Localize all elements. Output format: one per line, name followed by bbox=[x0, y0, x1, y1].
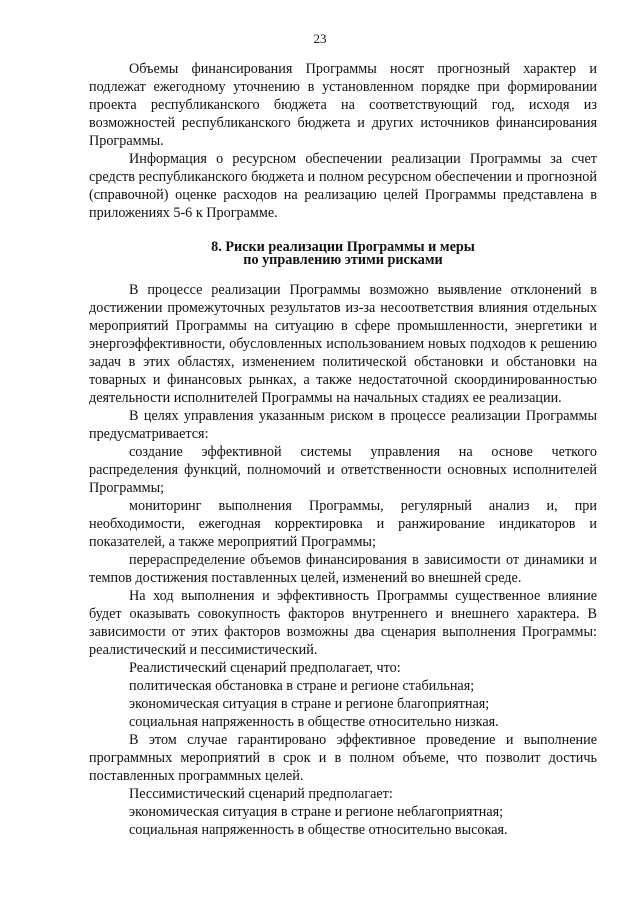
list-item-realistic: политическая обстановка в стране и регионе стабильная; bbox=[129, 678, 475, 694]
paragraph-measure-monitoring: мониторинг выполнения Программы, регулярный анализ и, при необходимости, ежегодная корректировка и ранжирование индикаторов и показателей, а также мероприятий Программы; bbox=[89, 498, 597, 550]
list-item-realistic: социальная напряженность в обществе относительно низкая. bbox=[129, 714, 499, 730]
page-number: 23 bbox=[313, 31, 327, 46]
section-heading-line1: 8. Риски реализации Программы и меры bbox=[211, 239, 475, 255]
paragraph-deviations: В процессе реализации Программы возможно выявление отклонений в достижении промежуточных результатов из-за несоответствия влияния отдельных мероприятий Программы на ситуацию в сфере промышленности, энергетики и энергоэффективности, обусловленных использованием новых подходов к решению задач в этих областях, изменением политической обстановки и обстановки на товарных и финансовых рынках, а также недостаточной скоординированностью деятельности исполнителей Программы на начальных стадиях ее реализации. bbox=[89, 282, 597, 406]
list-item-pessimistic: социальная напряженность в обществе относительно высокая. bbox=[129, 822, 508, 838]
paragraph-resource-info: Информация о ресурсном обеспечении реализации Программы за счет средств республиканского бюджета и полном ресурсном обеспечении и прогнозной (справочной) оценке расходов на реализацию целей Программы представлена в приложениях 5-6 к Программе. bbox=[89, 151, 597, 221]
document-body bbox=[89, 60, 597, 839]
paragraph-risk-management: В целях управления указанным риском в процессе реализации Программы предусматривается: bbox=[89, 408, 597, 442]
paragraph-measure-redistribution: перераспределение объемов финансирования в зависимости от динамики и темпов достижения поставленных целей, изменений во внешней среде. bbox=[89, 552, 597, 586]
paragraph-financing-volumes: Объемы финансирования Программы носят прогнозный характер и подлежат ежегодному уточнению в установленном порядке при формировании проекта республиканского бюджета на соответствующий год, исходя из возможностей республиканского бюджета и других источников финансирования Программы. bbox=[89, 61, 597, 149]
section-heading bbox=[89, 241, 597, 267]
paragraph-realistic-intro: Реалистический сценарий предполагает, что: bbox=[129, 660, 401, 676]
list-item-pessimistic: экономическая ситуация в стране и регионе неблагоприятная; bbox=[129, 804, 504, 820]
list-item-realistic: экономическая ситуация в стране и регионе благоприятная; bbox=[129, 696, 490, 712]
paragraph-measure-system: создание эффективной системы управления на основе четкого распределения функций, полномочий и ответственности основных исполнителей Программы; bbox=[89, 444, 597, 496]
section-heading-line2: по управлению этими рисками bbox=[243, 252, 443, 268]
paragraph-factors: На ход выполнения и эффективность Программы существенное влияние будет оказывать совокупность факторов внутреннего и внешнего характера. В зависимости от этих факторов возможны два сценария выполнения Программы: реалистический и пессимистический. bbox=[89, 588, 597, 658]
paragraph-pessimistic-intro: Пессимистический сценарий предполагает: bbox=[129, 786, 393, 802]
paragraph-guarantee: В этом случае гарантировано эффективное проведение и выполнение программных мероприятий в срок и в полном объеме, что позволит достичь поставленных программных целей. bbox=[89, 732, 597, 784]
